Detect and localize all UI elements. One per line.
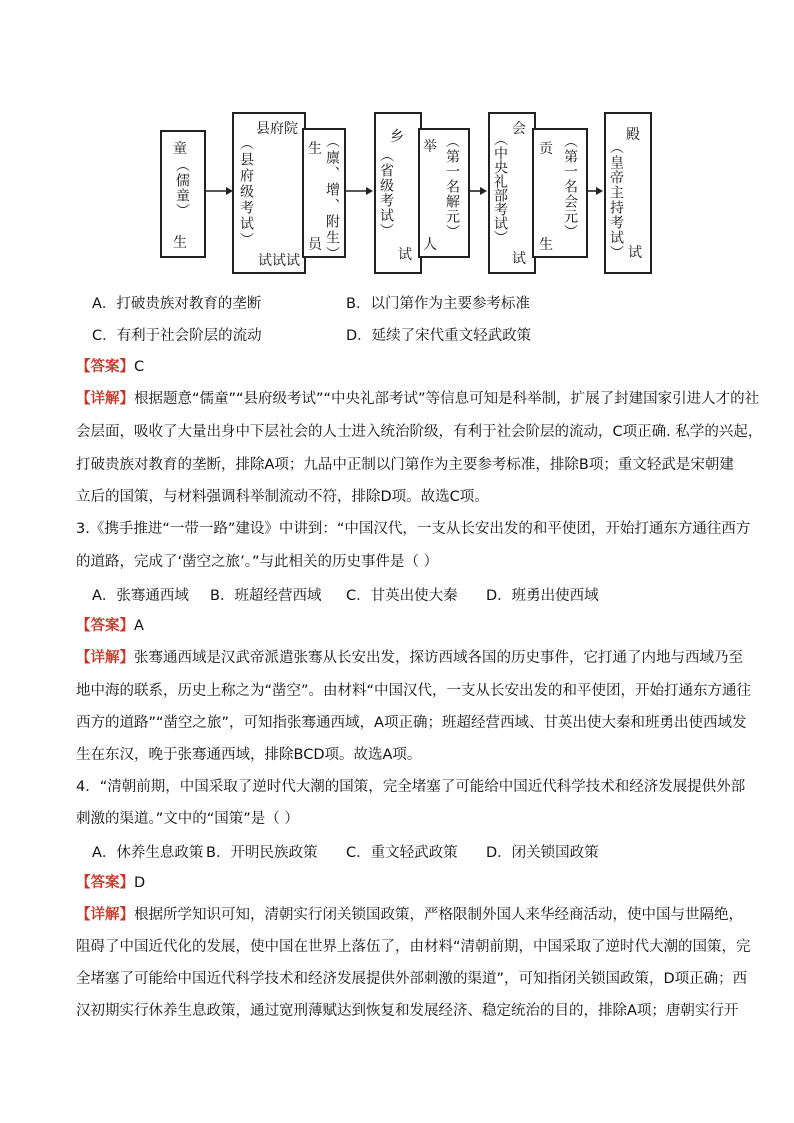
- q2-detail-line-4: 立后的国策，与材料强调科举制流动不符，排除D项。故选C项。: [76, 489, 489, 505]
- b7-tail: 生: [539, 237, 553, 253]
- b5-tail: 人: [423, 237, 437, 253]
- b2-top: 县府院: [256, 121, 298, 137]
- answer-tag: 【答案】: [76, 618, 134, 634]
- q3-detail-line-3: 西方的道路”“凿空之旅”，可知指张骞通西域，A项正确；班超经营西域、甘英出使大秦和班勇出使西域发: [76, 715, 747, 731]
- q3-stem-line-2: 的道路，完成了‘凿空之旅’。”与此相关的历史事件是（ ）: [76, 554, 439, 570]
- q4-option-d: D．闭关锁国政策: [486, 845, 599, 861]
- box-tongsheng: [160, 130, 206, 258]
- arrow-3-head: [480, 187, 487, 195]
- q4-detail-line-3: 全堵塞了可能给中国近代科学技术和经济发展提供外部刺激的渠道”，可知指闭关锁国政策，D项正确；西: [76, 971, 748, 987]
- arrow-4-head: [596, 187, 603, 195]
- b6-sub: （中央礼部考试）: [492, 132, 508, 244]
- q4-option-a: A．休养生息政策: [92, 845, 204, 861]
- detail-text: 根据所学知识可知，清朝实行闭关锁国政策，严格限制外国人来华经商活动，使中国与世隔绝，: [134, 907, 743, 923]
- detail-tag: 【详解】: [76, 907, 134, 923]
- q3-option-a: A．张骞通西域: [92, 588, 189, 604]
- b5-sub: （第一名解元）: [444, 134, 460, 239]
- q3-detail-line-4: 生在东汉，晚于张骞通西域，排除BCD项。故选A项。: [76, 747, 422, 763]
- q2-detail-line-3: 打破贵族对教育的垄断，排除A项；九品中正制以门第作为主要参考标准，排除B项；重文轻武是宋朝建: [76, 457, 734, 473]
- detail-tag: 【详解】: [76, 391, 134, 407]
- q2-option-b: B．以门第作为主要参考标准: [346, 296, 530, 312]
- b4-sub: （省级考试）: [378, 148, 394, 238]
- box-gongsheng: [532, 128, 588, 258]
- q4-detail-line-4: 汉初期实行休养生息政策，通过宽刑薄赋达到恢复和发展经济、稳定统治的目的，排除A项；唐朝实行开: [76, 1003, 739, 1019]
- detail-tag: 【详解】: [76, 650, 134, 666]
- q4-option-b: B．开明民族政策: [206, 845, 318, 861]
- q2-answer: [76, 357, 706, 377]
- q4-option-c: C．重文轻武政策: [346, 845, 458, 861]
- q4-answer: [76, 873, 706, 893]
- b2-sub: （县府级考试）: [238, 136, 254, 248]
- b1-tail: 生: [173, 235, 187, 251]
- q3-option-b: B．班超经营西域: [210, 588, 322, 604]
- b2-bottom: 试试试: [258, 253, 300, 269]
- q3-stem-line-1: 3.《携手推进“一带一路”建设》中讲到：“中国汉代，一支从长安出发的和平使团，开始打通东方通往西方: [76, 521, 751, 537]
- q2-option-c: C．有利于社会阶层的流动: [92, 328, 262, 344]
- q2-detail-line-1: [76, 389, 760, 409]
- b1-main: 童: [173, 141, 187, 157]
- b1-sub: （儒童）: [174, 158, 190, 218]
- b8-top: 殿: [626, 127, 640, 143]
- b4-top: 乡: [390, 129, 404, 145]
- detail-text: 根据题意“儒童”“县府级考试”“中央礼部考试”等信息可知是科举制，扩展了封建国家引进人才的社: [134, 391, 760, 407]
- b8-tail: 试: [628, 245, 642, 261]
- box-dianshi: [604, 112, 652, 274]
- b7-main: 贡: [539, 141, 553, 157]
- q4-stem-line-1: 4．“清朝前期，中国采取了逆时代大潮的国策，完全堵塞了可能给中国近代科学技术和经济发展提供外部: [76, 779, 746, 795]
- box-juren: [418, 128, 470, 258]
- q2-option-d: D．延续了宋代重文轻武政策: [346, 328, 532, 344]
- box-xiangshi: [374, 112, 422, 274]
- b3-sub: （廪、增、附生）: [324, 134, 340, 262]
- arrow-2-head: [366, 187, 373, 195]
- q2-option-a: A．打破贵族对教育的垄断: [92, 296, 262, 312]
- box-shengyuan: [302, 128, 346, 262]
- b8-sub: （皇帝主持考试）: [608, 140, 624, 260]
- b5-main: 举: [423, 139, 437, 155]
- box-huishi: [488, 112, 536, 274]
- b3-tail: 员: [308, 237, 322, 253]
- answer-value: A: [134, 618, 144, 634]
- detail-text: 张骞通西域是汉武帝派遣张骞从长安出发，探访西域各国的历史事件，它打通了内地与西域乃至: [134, 650, 743, 666]
- answer-tag: 【答案】: [76, 359, 134, 375]
- b6-top: 会: [512, 121, 526, 137]
- q3-detail-line-1: [76, 648, 743, 668]
- b3-main: 生: [308, 141, 322, 157]
- b6-tail: 试: [512, 251, 526, 267]
- q3-option-c: C．甘英出使大秦: [346, 588, 458, 604]
- answer-value: C: [134, 359, 145, 375]
- q3-detail-line-2: 地中海的联系，历史上称之为“凿空”。由材料“中国汉代，一支从长安出发的和平使团，开始打通东方通往: [76, 683, 752, 699]
- box-yuanshi: [232, 112, 306, 274]
- b4-tail: 试: [398, 247, 412, 263]
- q4-stem-line-2: 刺激的渠道。”文中的“国策”是（ ）: [76, 811, 299, 827]
- exam-flow-diagram: [160, 108, 660, 278]
- answer-tag: 【答案】: [76, 875, 134, 891]
- q4-detail-line-1: [76, 905, 743, 925]
- b7-sub: （第一名会元）: [562, 134, 578, 239]
- answer-value: D: [134, 875, 146, 891]
- q3-option-d: D．班勇出使西域: [486, 588, 599, 604]
- q4-detail-line-2: 阻碍了中国近代化的发展，使中国在世界上落伍了，由材料“清朝前期，中国采取了逆时代大潮的国策，完: [76, 939, 751, 955]
- q3-answer: [76, 616, 706, 636]
- q2-detail-line-2: 会层面，吸收了大量出身中下层社会的人士进入统治阶级，有利于社会阶层的流动，C项正确. 私学的兴起，: [76, 424, 763, 440]
